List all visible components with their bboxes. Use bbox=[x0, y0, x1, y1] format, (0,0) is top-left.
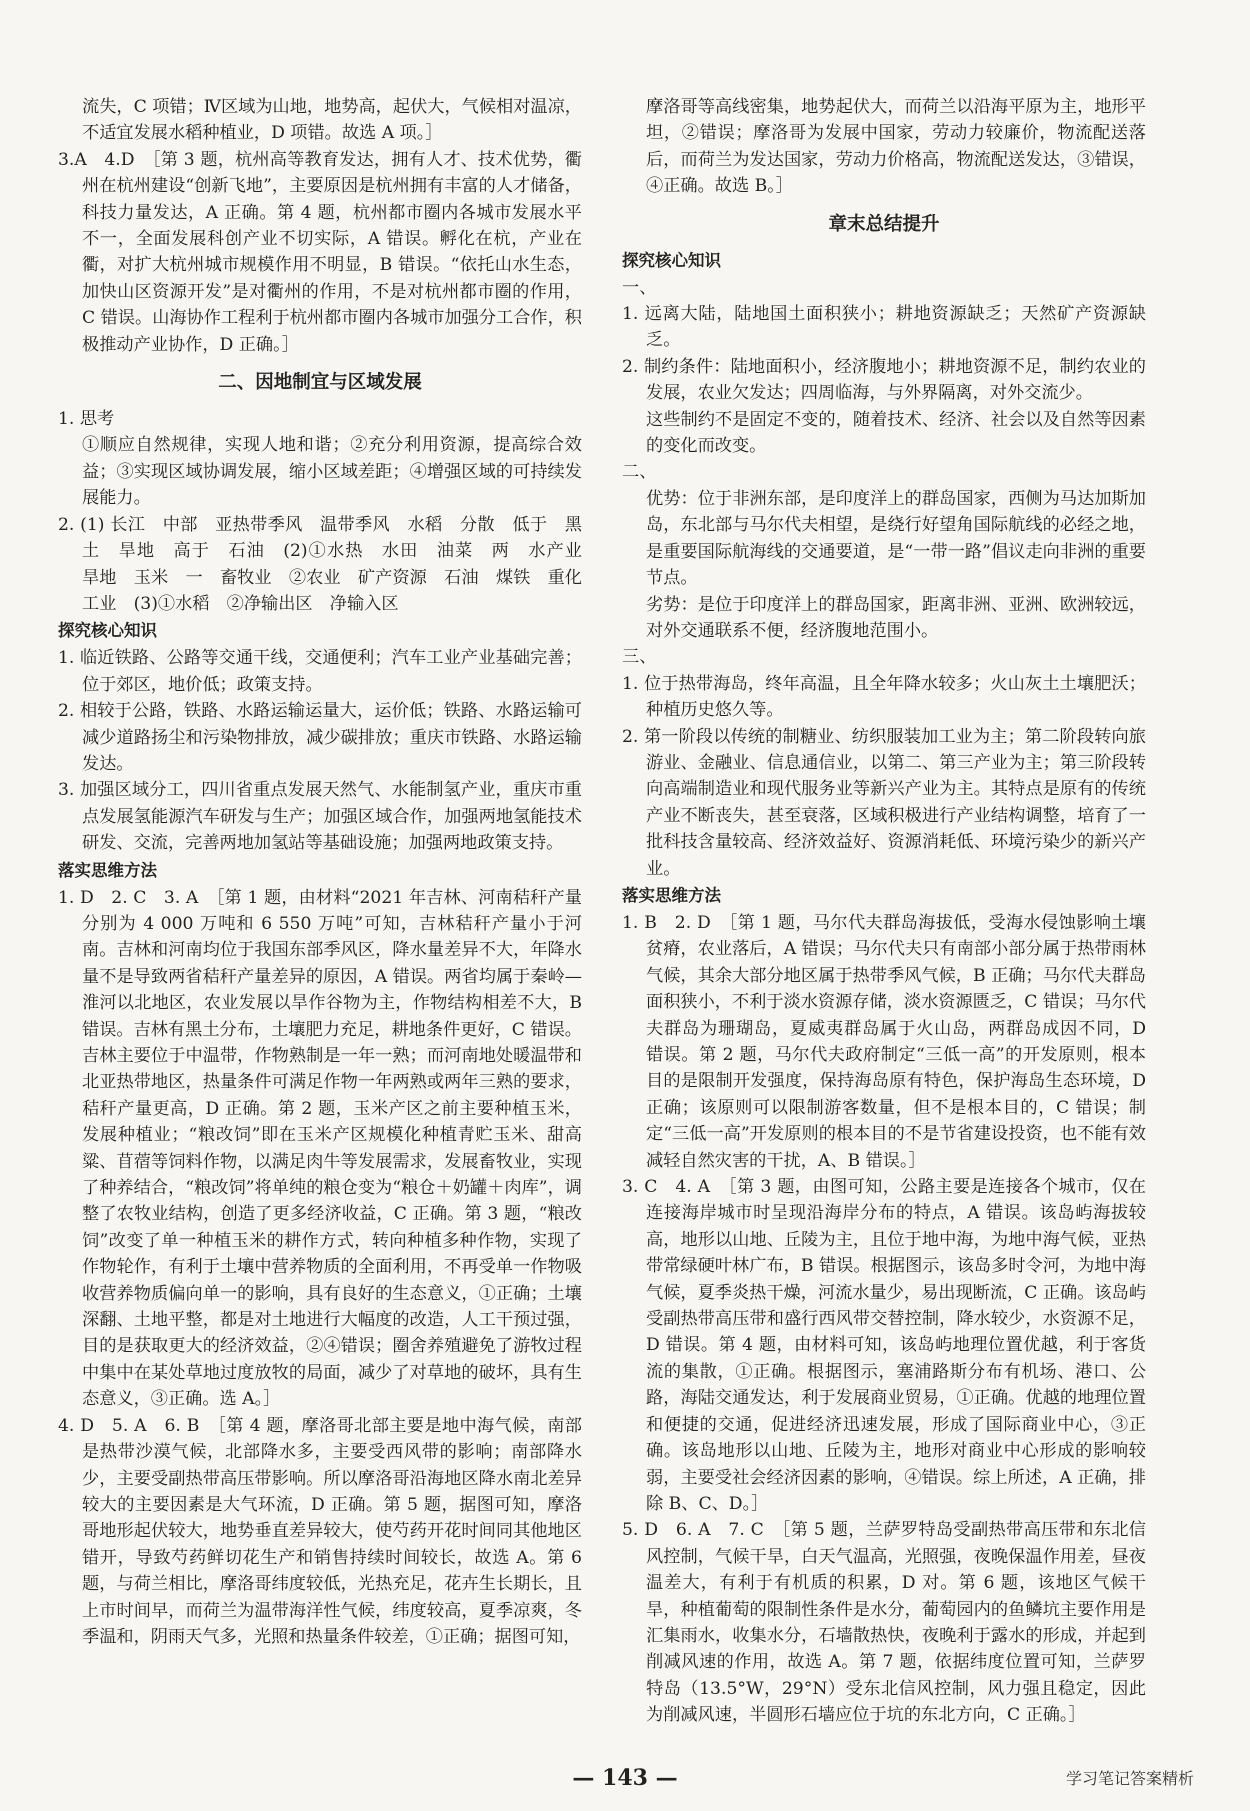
part1-label: 一、 bbox=[622, 277, 657, 298]
footer-label: 学习笔记答案精析 bbox=[1065, 1769, 1194, 1788]
core-knowledge-heading: 探究核心知识 bbox=[58, 621, 157, 641]
part1-item-1: 1. 远离大陆，陆地国土面积狭小；耕地资源缺乏；天然矿产资源缺乏。 bbox=[622, 304, 1146, 351]
section-title-summary: 章末总结提升 bbox=[828, 213, 940, 235]
right-method-item-1: 1. B 2. D ［第 1 题，马尔代夫群岛海拔低，受海水侵蚀影响土壤贫瘠，农业落后，A 错误；马尔代夫只有南部小部分属于热带雨林气候，其余大部分地区属于热带季风气候，B 正确；马尔代夫群岛面积狭小，不利于淡水资源存储，淡水资源匮乏，C 错误；马尔代夫群岛为珊瑚岛，夏威夷群岛属于火山岛，两群岛成因不同，D 错误。第 2 题，马尔代夫政府制定“三低一高”的开发原则，根本目的是限制开发强度，保持海岛原有特色，保护海岛生态环境，D 正确；该原则可以限制游客数量，但不是根本目的，C 错误；制定“三低一高”开发原则的根本目的不是节省建设投资，也不能有效减轻自然灾害的干扰，A、B 错误。］ bbox=[622, 912, 1146, 1171]
part3-item-1: 1. 位于热带海岛，终年高温，且全年降水较多；火山灰土土壤肥沃；种植历史悠久等。 bbox=[622, 673, 1146, 721]
right-intro-para: 摩洛哥等高线密集，地势起伏大，而荷兰以沿海平原为主，地形平坦，②错误；摩洛哥为发展中国家，劳动力较廉价，物流配送落后，而荷兰为发达国家，劳动力价格高，物流配送发达，③错误，④正确。故选 B。］ bbox=[646, 97, 1146, 197]
method-heading: 落实思维方法 bbox=[58, 860, 157, 880]
part3-item-2: 2. 第一阶段以传统的制糖业、纺织服装加工业为主；第二阶段转向旅游业、金融业、信息通信业，以第二、第三产业为主；第三阶段转向高端制造业和现代服务业等新兴产业为主。其特点是原有的传统产业不断丧失，甚至衰落，区域积极进行产业结构调整，培育了一批科技含量较高、经济效益好、资源消耗低、环境污染少的新兴产业。 bbox=[622, 726, 1146, 879]
left-intro-para-2: 3.A 4.D ［第 3 题，杭州高等教育发达，拥有人才、技术优势，衢州在杭州建设“创新飞地”，主要原因是杭州拥有丰富的人才储备，科技力量发达，A 正确。第 4 题，杭州都市圈内各城市发展水平不一，全面发展科创产业不切实际，A 错误。孵化在杭，产业在衢，对扩大杭州城市规模作用不明显，B 错误。“依托山水生态，加快山区资源开发”是对衢州的作用，不是对杭州都市圈的作用，C 错误。山海协作工程利于杭州都市圈内各城市加强分工合作，积极推动产业协作，D 正确。］ bbox=[58, 149, 582, 355]
part1-item-2: 2. 制约条件：陆地面积小，经济腹地小；耕地资源不足，制约农业的发展，农业欠发达；四周临海，与外界隔离，对外交流少。 bbox=[622, 356, 1146, 404]
section-title-adapt: 二、因地制宜与区域发展 bbox=[218, 372, 422, 394]
part2-disadvantage: 劣势：是位于印度洋上的群岛国家，距离非洲、亚洲、欧洲较远，对外交通联系不便，经济腹地范围小。 bbox=[646, 594, 1146, 641]
right-method-item-2: 3. C 4. A ［第 3 题，由图可知，公路主要是连接各个城市，仅在连接海岸城市时呈现沿海岸分布的特点，A 错误。该岛屿海拔较高，地形以山地、丘陵为主，且位于地中海，为地中海气候，亚热带常绿硬叶林广布，B 错误。根据图示，该岛多时令河，为地中海气候，夏季炎热干燥，河流水量少，易出现断流，C 正确。该岛屿受副热带高压带和盛行西风带交替控制，降水较少，水资源不足，D 错误。第 4 题，由材料可知，该岛屿地理位置优越，利于客货流的集散，①正确。根据图示，塞浦路斯分布有机场、港口、公路，海陆交通发达，利于发展商业贸易，①正确。优越的地理位置和便捷的交通，促进经济迅速发展，形成了国际商业中心，③正确。该岛地形以山地、丘陵为主，地形对商业中心形成的影响较弱，主要受社会经济因素的影响，④错误。综上所述，A 正确，排除 B、C、D。］ bbox=[622, 1177, 1146, 1514]
method-item-1: 1. D 2. C 3. A ［第 1 题，由材料“2021 年吉林、河南秸秆产量分别为 4 000 万吨和 6 550 万吨”可知，吉林秸秆产量小于河南。吉林和河南均位于我国东部季风区，降水量差异不大，年降水量不是导致两省秸秆产量差异的原因，A 错误。两省均属于秦岭—淮河以北地区，农业发展以旱作谷物为主，作物结构相差不大，B 错误。吉林有黑土分布，土壤肥力充足，耕地条件更好，C 错误。吉林主要位于中温带，作物熟制是一年一熟；而河南地处暖温带和北亚热带地区，热量条件可满足作物一年两熟或两年三熟的要求，秸秆产量更高，D 正确。第 2 题，玉米产区之前主要种植玉米，发展种植业；“粮改饲”即在玉米产区规模化种植青贮玉米、甜高粱、苜蓿等饲料作物，以满足肉牛等发展需求，发展畜牧业，实现了种养结合，“粮改饲”将单纯的粮仓变为“粮仓＋奶罐＋肉库”，调整了农牧业结构，创造了更多经济收益，C 正确。第 3 题，“粮改饲”改变了单一种植玉米的耕作方式，转向种植多种作物，实现了作物轮作，有利于土壤中营养物质的全面利用，不再受单一作物吸收营养物质偏向单一的影响，具有良好的生态意义，①正确；土壤深翻、土地平整，都是对土地进行大幅度的改造，人工干预过强，目的是获取更大的经济效益，②④错误；圈舍养殖避免了游牧过程中集中在某处草地过度放牧的局面，减少了对草地的破坏，具有生态意义，③正确。选 A。］ bbox=[58, 887, 582, 1410]
page-number: — 143 — bbox=[572, 1765, 678, 1791]
left-column bbox=[58, 94, 600, 1650]
core-item-3: 3. 加强区域分工，四川省重点发展天然气、水能制氢产业，重庆市重点发展氢能源汽车研发与生产；加强区域合作，加强两地氢能技术研发、交流，完善两地加氢站等基础设施；加强两地政策支持。 bbox=[58, 780, 582, 854]
right-column bbox=[622, 94, 1146, 1729]
core-item-1: 1. 临近铁路、公路等交通干线，交通便利；汽车工业产业基础完善；位于郊区，地价低；政策支持。 bbox=[58, 648, 582, 695]
method-item-2: 4. D 5. A 6. B ［第 4 题，摩洛哥北部主要是地中海气候，南部是热带沙漠气候，北部降水多，主要受西风带的影响；南部降水少，主要受副热带高压带影响。所以摩洛哥沿海地区降水南北差异较大的主要因素是大气环流，D 正确。第 5 题，据图可知，摩洛哥地形起伏较大，地势垂直差异较大，使芍药开花时间同其他地区错开，导致芍药鲜切花生产和销售持续时间较长，故选 A。第 6 题，与荷兰相比，摩洛哥纬度较低，光热充足，花卉生长期长，且上市时间早，而荷兰为温带海洋性气候，纬度较高，夏季凉爽，冬季温和，阴雨天气多，光照和热量条件较差，①正确；据图可知， bbox=[58, 1415, 582, 1647]
part3-label: 三、 bbox=[622, 647, 657, 668]
core-item-2: 2. 相较于公路，铁路、水路运输运量大，运价低；铁路、水路运输可减少道路扬尘和污染物排放，减少碳排放；重庆市铁路、水路运输发达。 bbox=[58, 701, 582, 774]
part2-advantage: 优势：位于非洲东部，是印度洋上的群岛国家，西侧为马达加斯加岛，东北部与马尔代夫相望，是绕行好望角国际航线的必经之地，是重要国际航海线的交通要道，是“一带一路”倡议走向非洲的重要节点。 bbox=[646, 488, 1146, 589]
right-method-heading: 落实思维方法 bbox=[622, 885, 721, 905]
think-q2: 2. (1) 长江 中部 亚热带季风 温带季风 水稻 分散 低于 黑土 旱地 高于 石油 (2)①水热 水田 油菜 两 水产业 旱地 玉米 一 畜牧业 ②农业 矿产资源 石油 煤铁 重化工业 (3)①水稻 ②净输出区 净输入区 bbox=[58, 514, 600, 614]
think-q1-body: ①顺应自然规律，实现人地和谐；②充分利用资源，提高综合效益；③实现区域协调发展，缩小区域差距；④增强区域的可持续发展能力。 bbox=[82, 435, 582, 509]
think-q1: 1. 思考 bbox=[58, 409, 115, 430]
left-intro-para-1: 流失，C 项错；Ⅳ区域为山地，地势高，起伏大，气候相对温凉，不适宜发展水稻种植业，D 项错。故选 A 项。］ bbox=[82, 97, 582, 144]
part2-label: 二、 bbox=[622, 462, 657, 483]
right-core-heading: 探究核心知识 bbox=[622, 250, 721, 270]
right-method-item-3: 5. D 6. A 7. C ［第 5 题，兰萨罗特岛受副热带高压带和东北信风控制，气候干旱，白天气温高，光照强，夜晚保温作用差，昼夜温差大，有利于有机质的积累，D 对。第 6 题，该地区气候干旱，种植葡萄的限制性条件是水分，葡萄园内的鱼鳞坑主要作用是汇集雨水，收集水分，石墙散热快，夜晚利于露水的形成，并起到削减风速的作用，故选 A。第 7 题，依据纬度位置可知，兰萨罗特岛（13.5°W，29°N）受东北信风控制，风力强且稳定，因此为削减风速，半圆形石墙应位于坑的东北方向，C 正确。］ bbox=[622, 1520, 1146, 1726]
part1-note: 这些制约不是固定不变的，随着技术、经济、社会以及自然等因素的变化而改变。 bbox=[646, 409, 1146, 457]
